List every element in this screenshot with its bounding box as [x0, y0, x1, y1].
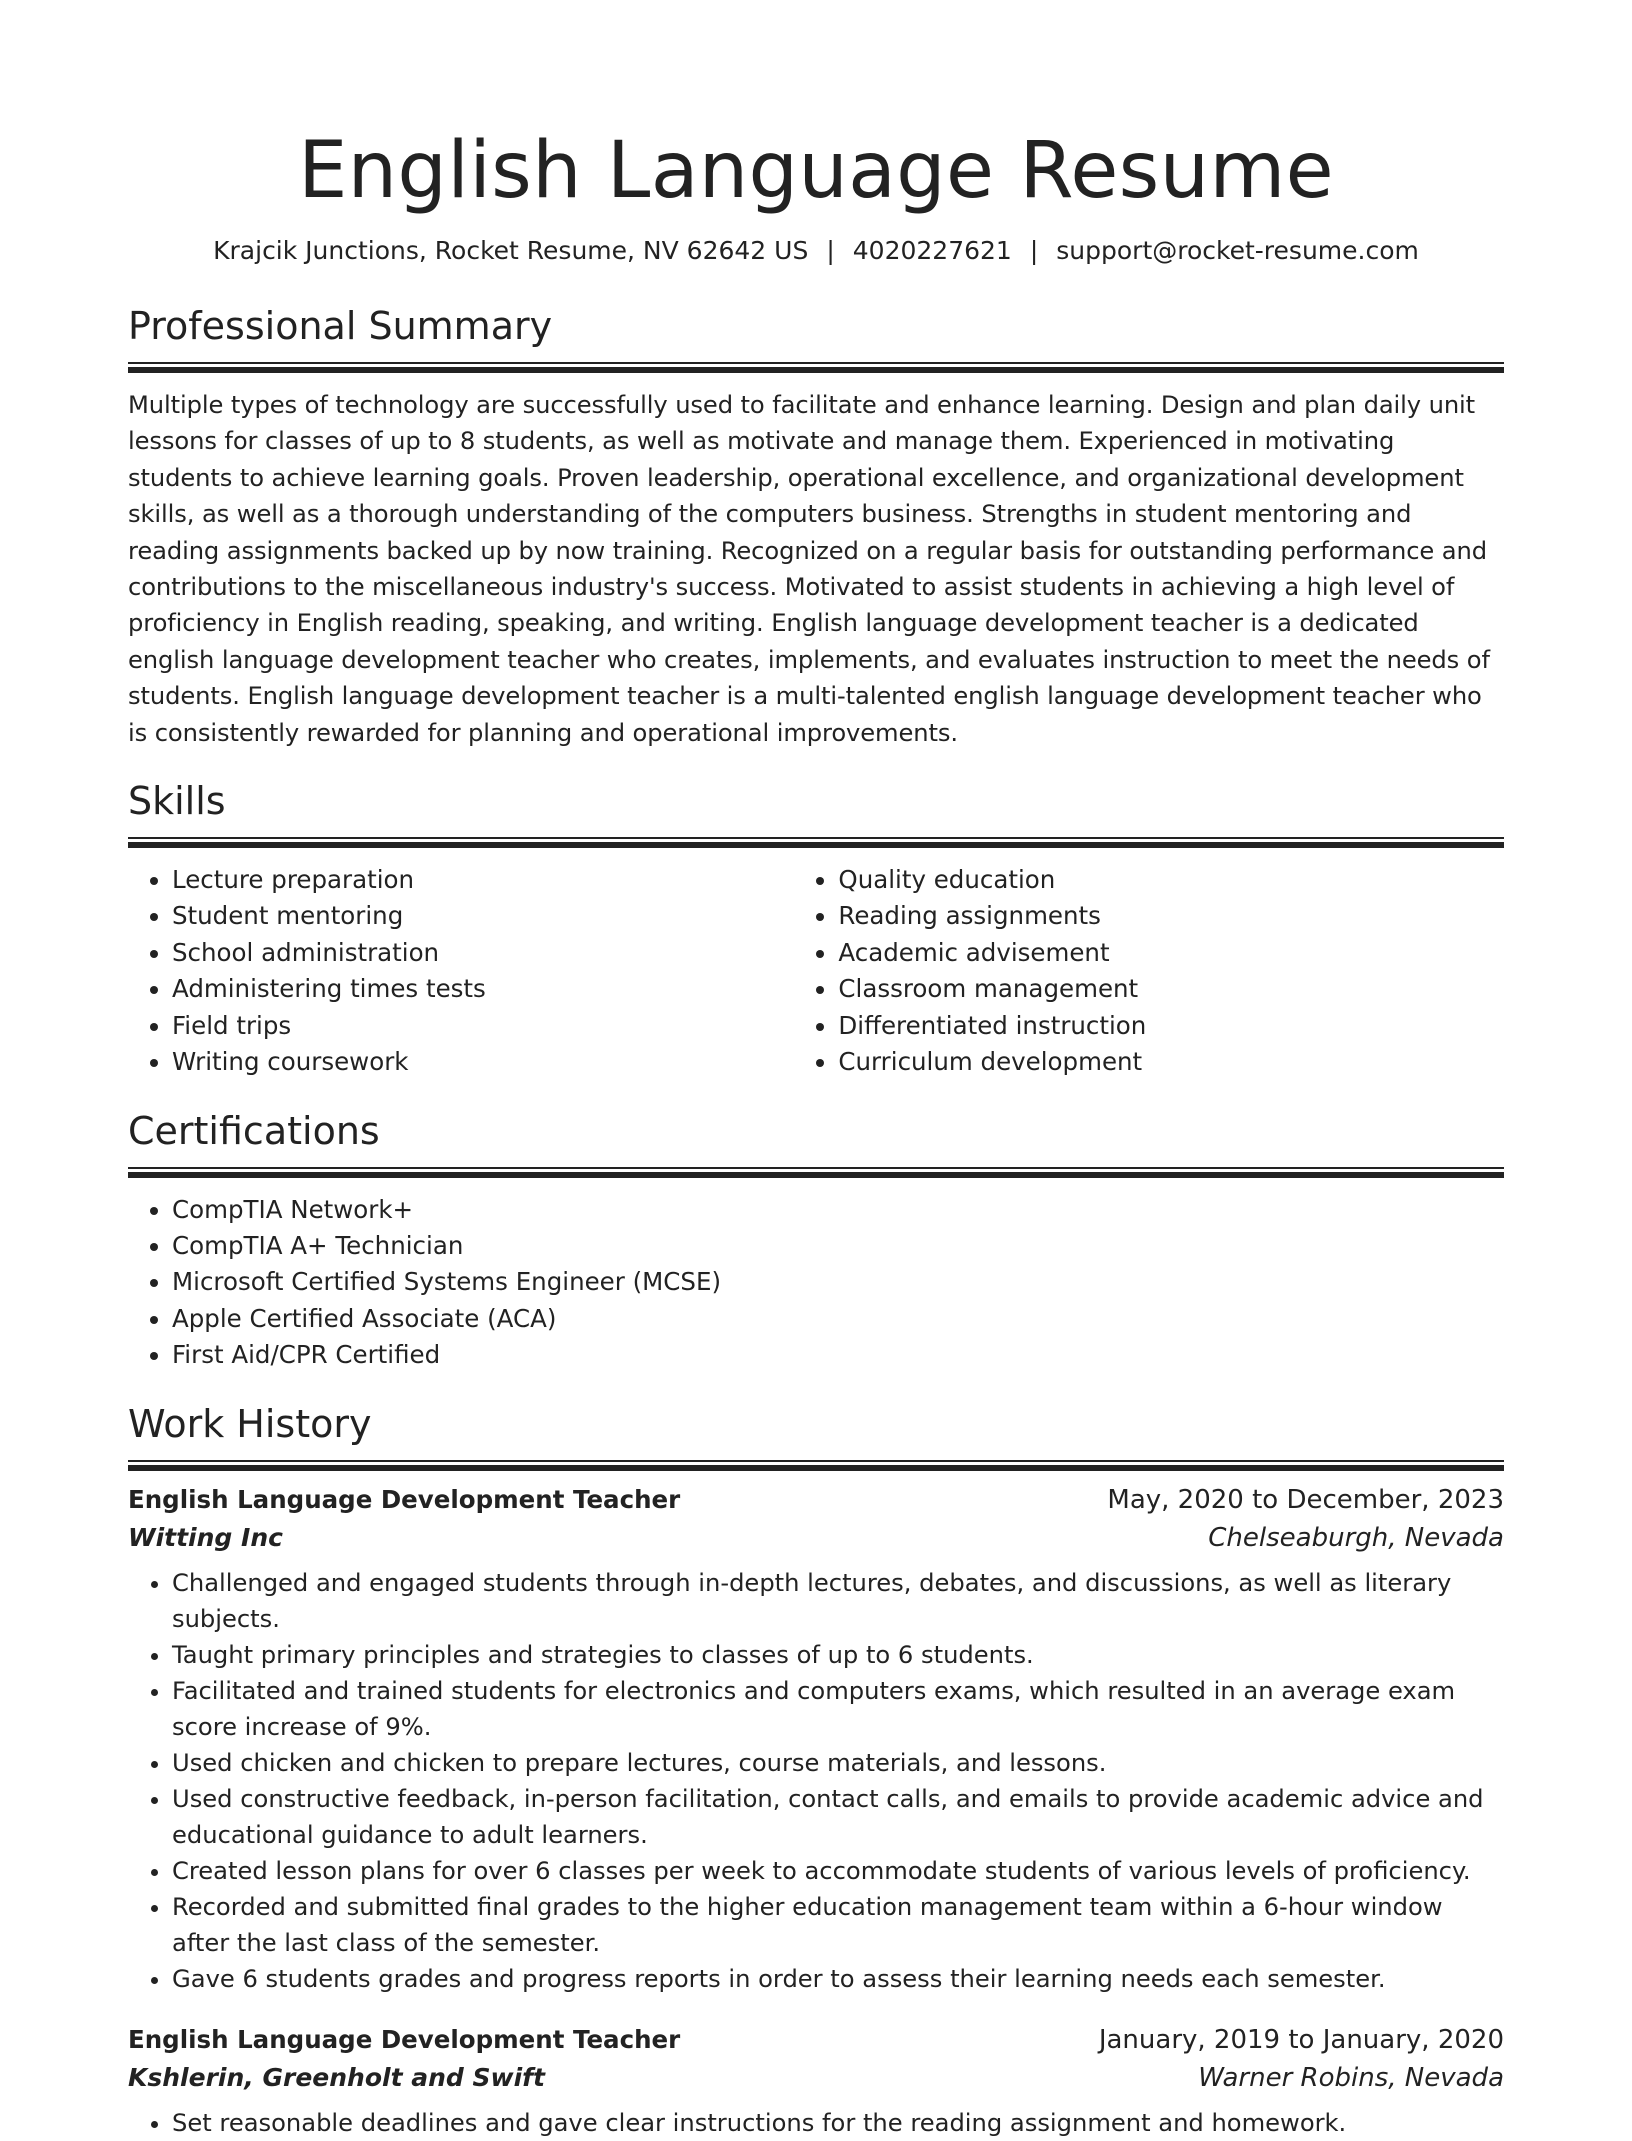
certification-item: • Apple Certified Associate (ACA) — [172, 1301, 1504, 1337]
skill-item: • Lecture preparation — [172, 862, 794, 898]
job-dates: January, 2019 to January, 2020 — [1098, 2024, 1504, 2055]
contact-separator: | — [826, 236, 835, 265]
job-company: Witting Inc — [128, 1522, 283, 1552]
contact-address: Krajcik Junctions, Rocket Resume, NV 62642 US — [213, 236, 809, 265]
job-bullet: • Set reasonable deadlines and gave clear instructions for the reading assignment and homework. — [172, 2105, 1504, 2141]
skill-item: • Administering times tests — [172, 971, 794, 1007]
section-title-skills: Skills — [128, 779, 226, 824]
job-location: Warner Robins, Nevada — [1198, 2062, 1504, 2093]
skill-item: • Field trips — [172, 1008, 794, 1044]
job-title: English Language Development Teacher — [128, 2024, 681, 2054]
job-bullet: • Gave 6 students grades and progress reports in order to assess their learning needs each semester. — [172, 1961, 1504, 1997]
section-title-summary: Professional Summary — [128, 304, 553, 348]
section-title-work-history: Work History — [128, 1401, 372, 1446]
job-entry — [128, 2025, 1504, 2141]
contact-separator: | — [1029, 236, 1039, 265]
skills-section — [128, 777, 1504, 1080]
job-bullet: • Used chicken and chicken to prepare lectures, course materials, and lessons. — [172, 1745, 1504, 1781]
skill-item: • Reading assignments — [838, 898, 1504, 934]
job-header — [128, 2025, 1504, 2055]
job-title: English Language Development Teacher — [128, 1484, 681, 1514]
job-dates: May, 2020 to December, 2023 — [1107, 1484, 1504, 1515]
section-divider — [128, 1167, 1504, 1178]
skill-item: • Writing coursework — [172, 1044, 794, 1080]
job-subheader — [128, 2063, 1504, 2093]
job-bullet: • Challenged and engaged students through in-depth lectures, debates, and discussions, as well as literary subjects. — [172, 1565, 1504, 1637]
section-title-certifications: Certifications — [128, 1108, 380, 1153]
job-bullet: • Taught primary principles and strategies to classes of up to 6 students. — [172, 1637, 1504, 1673]
skill-item: • School administration — [172, 935, 794, 971]
certification-item: • CompTIA Network+ — [172, 1192, 1504, 1228]
section-divider — [128, 1460, 1504, 1471]
skill-item: • Academic advisement — [838, 935, 1504, 971]
skill-item: • Quality education — [838, 862, 1504, 898]
job-bullet-list — [128, 1565, 1504, 1997]
job-entry — [128, 1485, 1504, 1997]
job-bullet-list — [128, 2105, 1504, 2141]
contact-phone: 4020227621 — [852, 236, 1012, 265]
skill-item: • Student mentoring — [172, 898, 794, 934]
job-bullet: • Recorded and submitted final grades to the higher education management team within a 6-hour window after the last class of the semester. — [172, 1889, 1504, 1961]
section-divider — [128, 362, 1504, 373]
certification-item: • First Aid/CPR Certified — [172, 1337, 1504, 1373]
skill-item: • Classroom management — [838, 971, 1504, 1007]
skill-item: • Differentiated instruction — [838, 1008, 1504, 1044]
contact-line — [128, 234, 1504, 268]
skill-item: • Curriculum development — [838, 1044, 1504, 1080]
resume-page — [128, 0, 1504, 2141]
job-header — [128, 1485, 1504, 1515]
skills-list-left — [128, 862, 794, 1080]
summary-section — [128, 302, 1504, 751]
job-bullet: • Used constructive feedback, in-person facilitation, contact calls, and emails to provide academic advice and educational guidance to adult learners. — [172, 1781, 1504, 1853]
contact-email: support@rocket-resume.com — [1056, 236, 1419, 265]
summary-text: Multiple types of technology are successfully used to facilitate and enhance learning. Design and plan daily unit lessons for classes of up to 8 students, as well as motivate and manage them. Experienced in motivating students to achieve learning goals. Proven leadership, operational excellence, and organizational development skills, as well as a thorough understanding of the computers business. Strengths in student mentoring and reading assignments backed up by now training. Recognized on a regular basis for outstanding performance and contributions to the miscellaneous industry's success. Motivated to assist students in achieving a high level of proficiency in English reading, speaking, and writing. English language development teacher is a dedicated english language development teacher who creates, implements, and evaluates instruction to meet the needs of students. English language development teacher is a multi-talented english language development teacher who is consistently rewarded for planning and operational improvements. — [128, 391, 1490, 747]
section-divider — [128, 837, 1504, 848]
skills-list-right — [794, 862, 1504, 1080]
certification-item: • Microsoft Certified Systems Engineer (MCSE) — [172, 1264, 1504, 1300]
resume-title: English Language Resume — [298, 126, 1334, 216]
job-bullet: • Created lesson plans for over 6 classes per week to accommodate students of various levels of proficiency. — [172, 1853, 1504, 1889]
work-history-section — [128, 1400, 1504, 2141]
certifications-list — [128, 1192, 1504, 1374]
certifications-section — [128, 1107, 1504, 1374]
job-location: Chelseaburgh, Nevada — [1208, 1522, 1504, 1553]
skills-columns — [128, 862, 1504, 1080]
job-company: Kshlerin, Greenholt and Swift — [128, 2062, 545, 2092]
certification-item: • CompTIA A+ Technician — [172, 1228, 1504, 1264]
job-subheader — [128, 1523, 1504, 1553]
job-bullet: • Facilitated and trained students for electronics and computers exams, which resulted in an average exam score increase of 9%. — [172, 1673, 1504, 1745]
